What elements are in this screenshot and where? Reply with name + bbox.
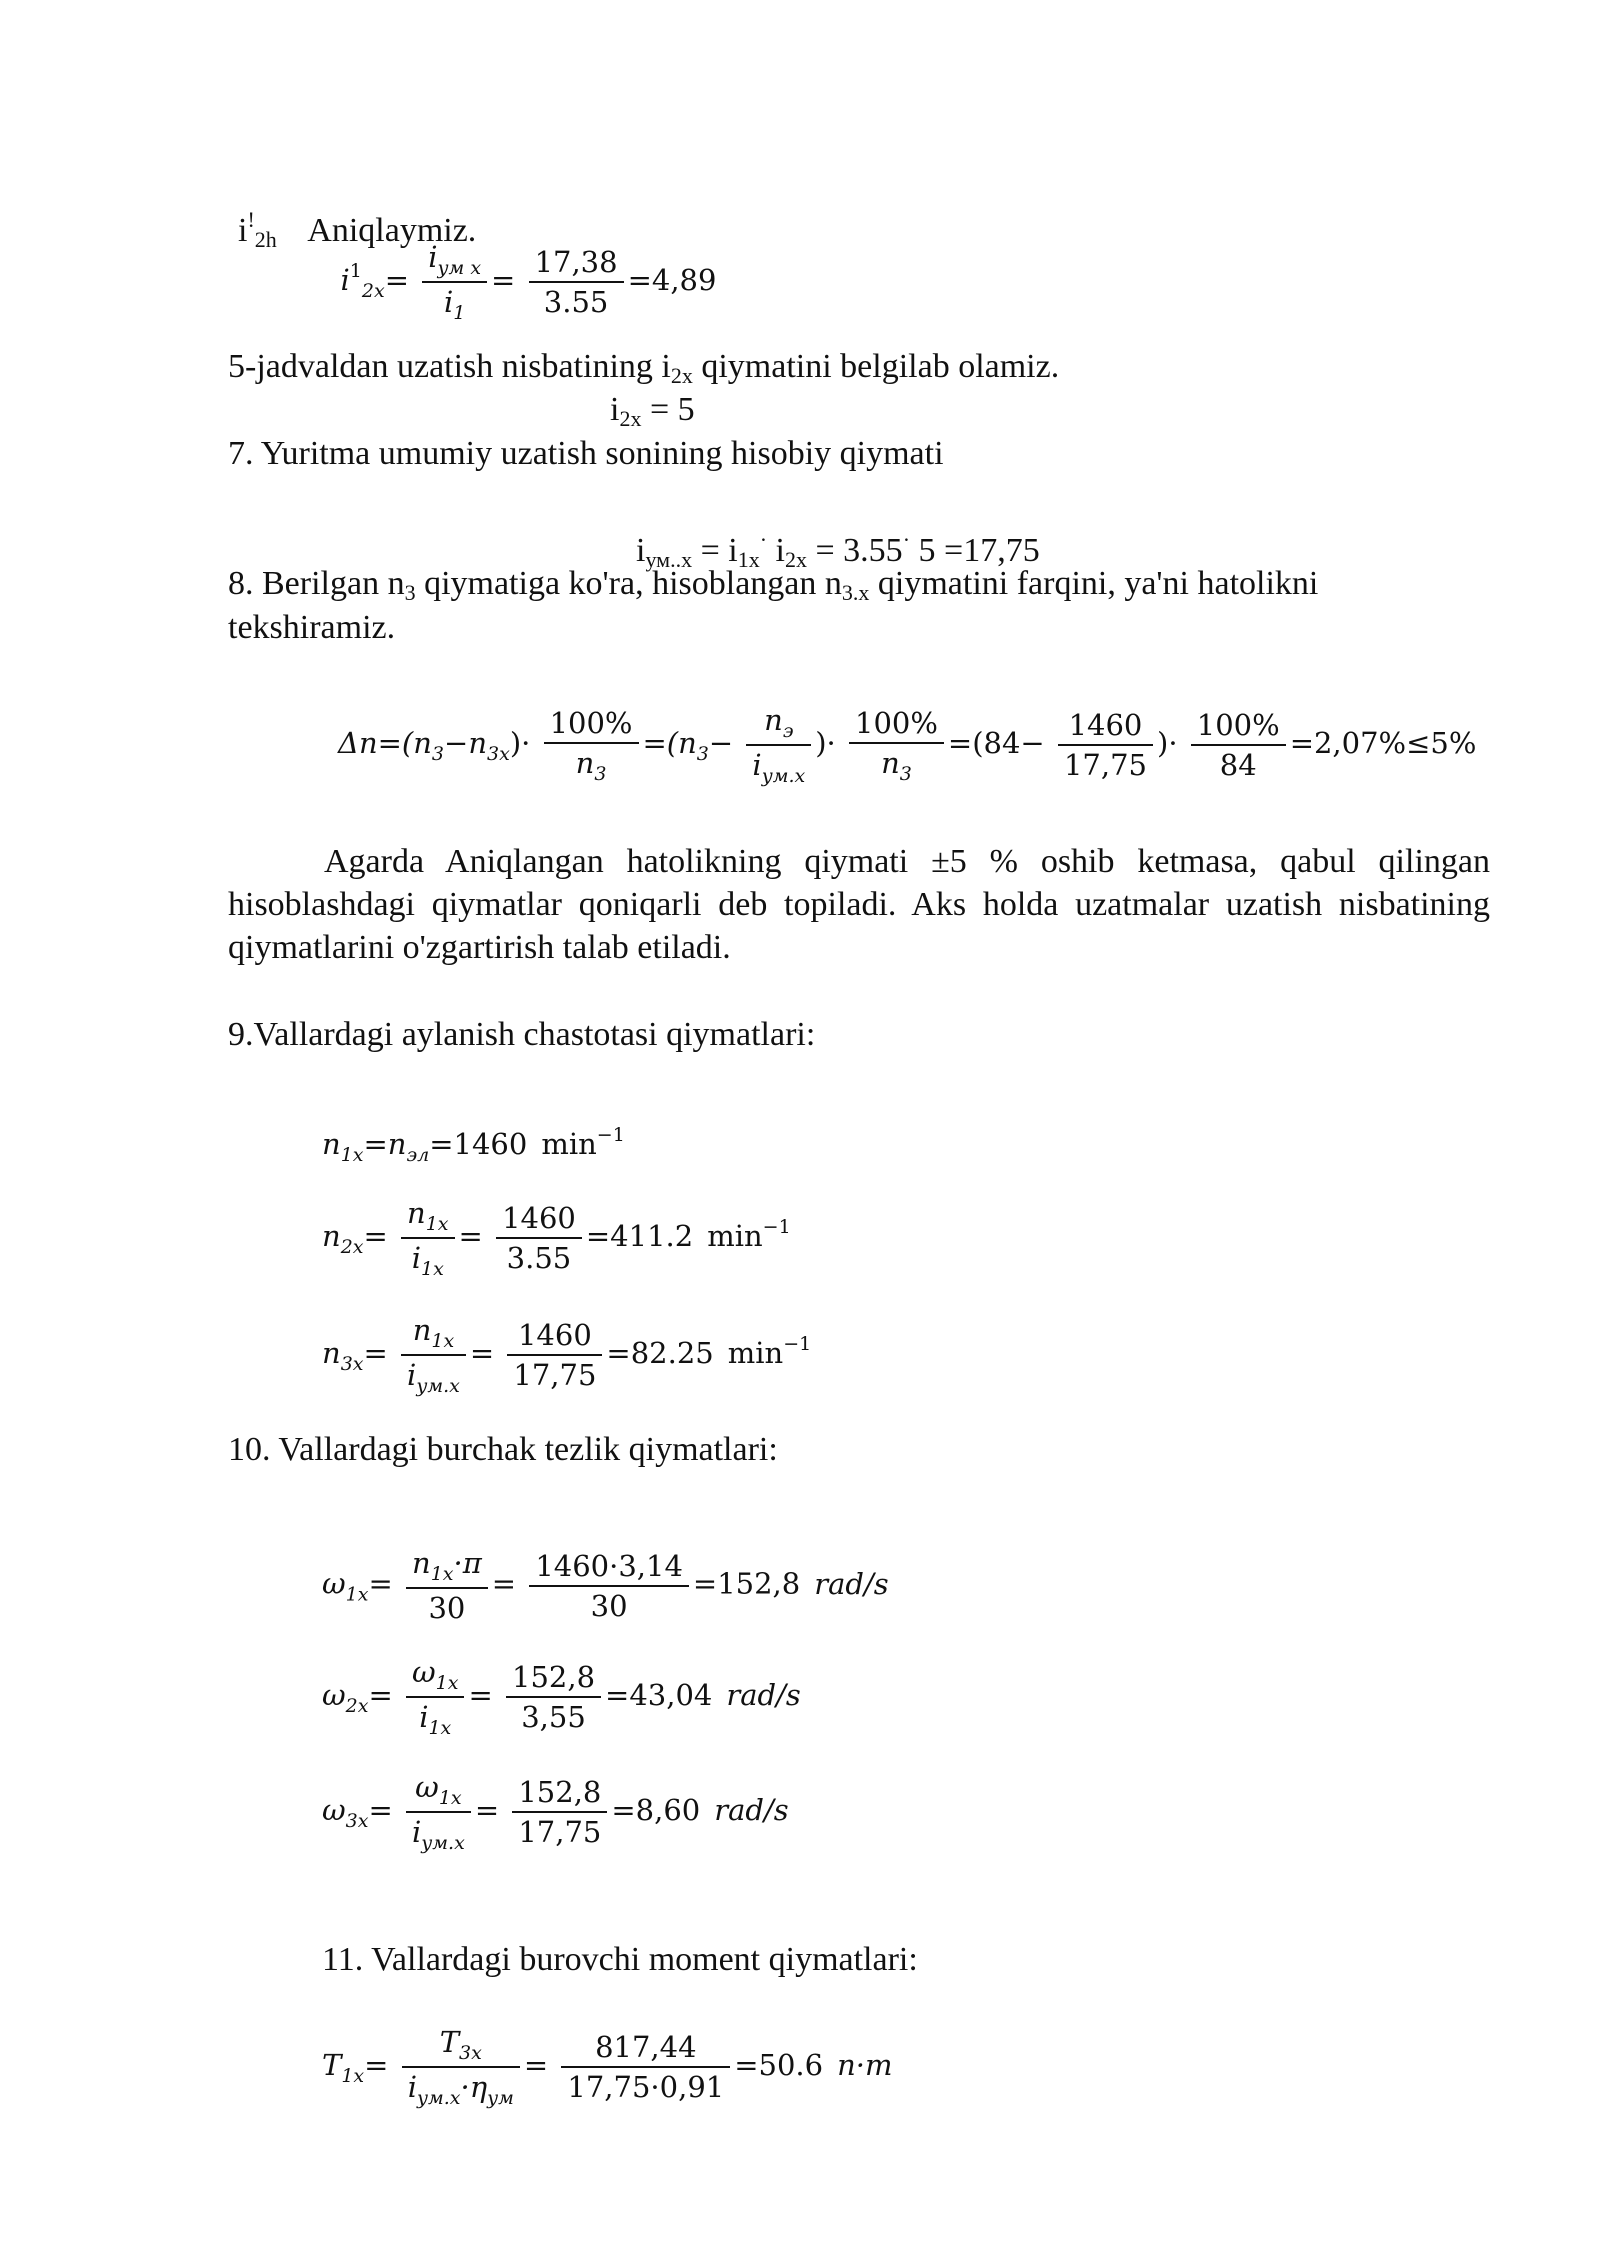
para-table5 <box>228 347 1059 396</box>
i2x-lhs-sup: 1 <box>349 260 362 282</box>
i2x-fraction-symbolic: $\frac{i_{ум x}}{i_1}$ <box>422 240 487 324</box>
equation-t1x: $T_{1x}=$ $\frac{T_{3x}}{i_{ум.x}\cdot\eta_{ум}}$ = $\frac{817,44}{17,75\cdot 0,91}$ =50.6 n·m <box>322 2025 893 2109</box>
para-agarda: Agarda Aniqlangan hatolikning qiymati ±5 % oshib ketmasa, qabul qilingan hisoblashdagi qiymatlar qoniqarli deb topiladi. Aks holda uzatmalar uzatish nisbatining qiymatlarini o'zgartirish talab etiladi. <box>228 843 1490 966</box>
para-table5-sub: 2x <box>670 363 693 388</box>
equation-w2x: $\omega_{2x}=$ $\frac{\omega_{1x}}{i_{1x}}$ = $\frac{152,8}{3,55}$ =43,04 rad/s <box>322 1655 801 1739</box>
para-8-line1: 8. Berilgan $n_3$ qiymatiga ko'ra, hisoblangan $n_{3.x}$ qiymatini farqini, ya'ni hatolikni <box>228 565 1319 605</box>
heading-10: 10. Vallardagi burchak tezlik qiymatlari: <box>228 1431 778 1468</box>
iumx-line: $i_{ум..х} = i_{1x}^\cdot$ $i_{2x} = 3.55^\cdot$ 5 =17,75 <box>636 527 1040 572</box>
intro-symbol: i <box>238 212 248 249</box>
i2x-fraction-numeric: $\frac{17,38}{3.55}$ <box>529 245 624 319</box>
i2x-result: =4,89 <box>627 263 717 297</box>
equation-w1x: $\omega_{1x}=$ $\frac{n_{1x}\cdot\pi}{30}$ = $\frac{1460\cdot 3,14}{30}$ =152,8 rad/s <box>322 1546 889 1625</box>
heading-11: 11. Vallardagi burovchi moment qiymatlari: <box>322 1941 918 1978</box>
equation-n2x: $n_{2x}=$ $\frac{n_{1x}}{i_{1x}}$ = $\frac{1460}{3.55}$ =411.2 $\min^{-1}$ <box>322 1196 791 1280</box>
equation-n1x: $n_{1x}=n_{эл}=1460$ $\min^{-1}$ <box>322 1124 625 1166</box>
delta-frac-4: $\frac{1460}{17,75}$ <box>1058 708 1153 782</box>
para-table5-after: qiymatini belgilab olamiz. <box>692 348 1060 385</box>
intro-text: Aniqlaymiz. <box>307 212 477 249</box>
delta-frac-3: $\frac{100\%}{n_3}$ <box>849 706 944 785</box>
i2x-number: = 5 <box>641 391 695 428</box>
eq-sign: = <box>384 263 409 297</box>
equation-w3x: $\omega_{3x}=$ $\frac{\omega_{1x}}{i_{ум.x}}$ = $\frac{152,8}{17,75}$ =8,60 rad/s <box>322 1770 789 1854</box>
eq-sign: = <box>491 263 516 297</box>
delta-frac-5: $\frac{100\%}{84}$ <box>1191 708 1286 782</box>
equation-i2x: $i^1_{2x}=$ $\frac{i_{ум x}}{i_1}$ = $\frac{17,38}{3.55}$ =4,89 <box>340 240 717 324</box>
i2x-lhs-sub: 2x <box>361 280 385 302</box>
i2x-symbol: i <box>610 391 620 428</box>
para-table5-before: 5-jadvaldan uzatish nisbatining i <box>228 348 671 385</box>
equation-n3x: $n_{3x}=$ $\frac{n_{1x}}{i_{ум.x}}$ = $\frac{1460}{17,75}$ =82.25 $\min^{-1}$ <box>322 1313 812 1397</box>
delta-frac-2: $\frac{n_э}{i_{ум.x}}$ <box>746 703 811 787</box>
para-8-line2: tekshiramiz. <box>228 609 396 646</box>
i2x-value <box>610 390 695 439</box>
intro-sub: 2h <box>254 227 277 252</box>
i2x-sub: 2x <box>619 406 642 431</box>
heading-7: 7. Yuritma umumiy uzatish sonining hisobiy qiymati <box>228 435 944 472</box>
intro-sup: ! <box>247 207 255 232</box>
heading-9: 9.Vallardagi aylanish chastotasi qiymatlari: <box>228 1016 816 1053</box>
equation-delta-n: $\Delta n=(n_3-n_{3x})\cdot$ $\frac{100\%}{n_3}$ $=(n_3-$ $\frac{n_э}{i_{ум.x}}$ )· $\frac{100\%}{n_3}$ =(84− $\frac{1460}{17,75}$ )· $\frac{100\%}{84}$ =2,07%≤5% <box>338 703 1477 787</box>
delta-frac-1: $\frac{100\%}{n_3}$ <box>544 706 639 785</box>
